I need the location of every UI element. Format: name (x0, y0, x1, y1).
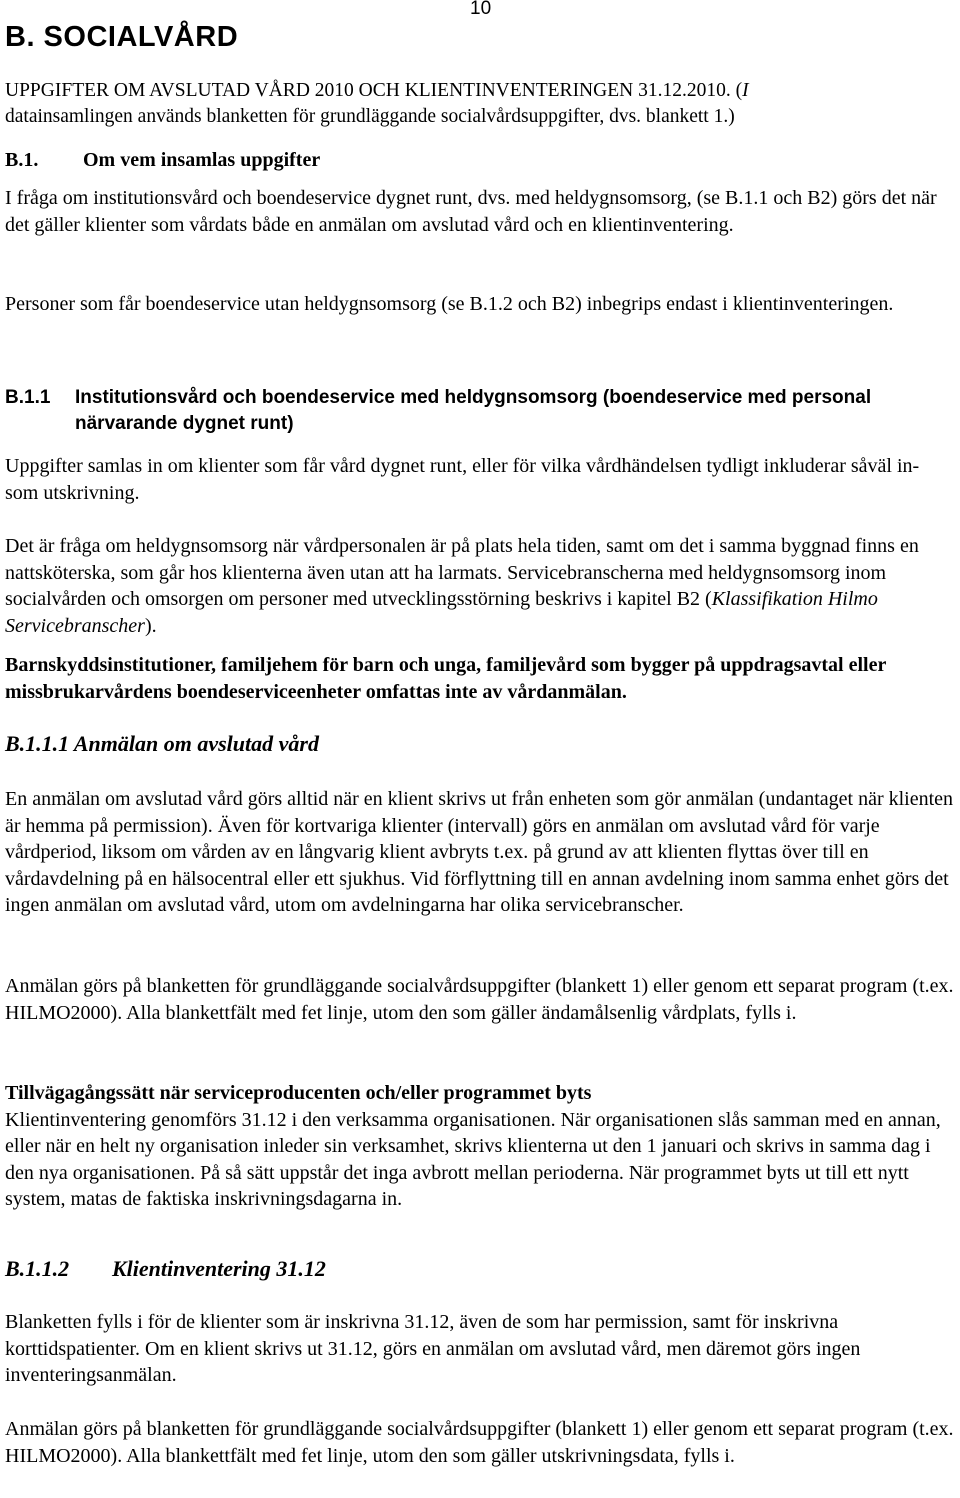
paragraph-8-text: Klientinventering genomförs 31.12 i den verksamma organisationen. När organisationen slås samman med en annan, eller när en helt ny organisation inleder sin verksamhet, skrivs klienterna ut den 1 januari och skrivs in samma dag i den nya organisationen. På så sätt uppstår det inga avbrott mellan perioderna. När programmet byts ut till ett nytt system, matas de faktiska inskrivningsdagarna in. (5, 1108, 941, 1210)
paragraph-4-end: ). (144, 614, 157, 637)
paragraph-5-bold: Barnskyddsinstitutioner, familjehem för barn och unga, familjevård som bygger på uppdragsavtal eller missbrukarvårdens boendeserviceenheter omfattas inte av vårdanmälan. (5, 654, 886, 703)
paragraph-9: Blanketten fylls i för de klienter som är inskrivna 31.12, även de som har permission, samt för inskrivna korttidspatienter. Om en klient skrivs ut 31.12, görs en anmälan om avslutad vård, men däremot görs ingen inventeringsanmälan. (5, 1311, 861, 1386)
section-b111-heading: B.1.1.1 Anmälan om avslutad vård (5, 731, 319, 756)
paragraph-6: En anmälan om avslutad vård görs alltid när en klient skrivs ut från enheten som gör anmälan (undantaget när klienten är hemma på permission). Även för kortvariga klienter (intervall) görs en anmälan om avslutad vård för varje vårdperiod, liksom om vården av en långvarig klient avbryts t.ex. på grund av att klienten flyttas över till en vårdavdelning på en hälsocentral eller ett sjukhus. Vid förflyttning till en annan avdelning inom samma enhet görs det ingen anmälan om avslutad vård, utom om avdelningarna har olika servicebranscher. (5, 788, 954, 916)
intro-main: UPPGIFTER OM AVSLUTAD VÅRD 2010 OCH KLIENTINVENTERINGEN 31.12.2010. ( (5, 80, 743, 101)
paragraph-10: Anmälan görs på blanketten för grundläggande socialvårdsuppgifter (blankett 1) eller genom ett separat program (t.ex. HILMO2000). Alla blankettfält med fet linje, utom den som gäller utskrivningsdata, fylls i. (5, 1418, 954, 1467)
intro-line2: datainsamlingen används blanketten för grundläggande socialvårdsuppgifter, dvs. blankett 1.) (5, 106, 735, 127)
section-b11-title: Institutionsvård och boendeservice med heldygnsomsorg (boendeservice med personal närvarande dygnet runt) (75, 387, 872, 434)
paragraph-8 (5, 1080, 957, 1213)
paragraph-8-heading: Tillvägagångssätt när serviceproducenten och/eller programmet byts (5, 1082, 592, 1104)
paragraph-4 (5, 533, 957, 639)
paragraph-4-italic: Klassifikation Hilmo Servicebranscher (5, 588, 878, 637)
section-b1-heading (5, 147, 957, 173)
section-b1-title: Om vem insamlas uppgifter (83, 149, 321, 171)
paragraph-1: I fråga om institutionsvård och boendeservice dygnet runt, dvs. med heldygnsomsorg, (se B.1.1 och B2) görs det när det gäller klienter som vårdats både en anmälan om avslutad vård och en klientinventering. (5, 187, 937, 236)
intro-paragraph (5, 78, 957, 130)
paragraph-4-main: Det är fråga om heldygnsomsorg när vårdpersonalen är på plats hela tiden, samt om det i samma byggnad finns en nattsköterska, som går hos klienterna även utan att ha larmats. Servicebranscherna med heldygnsomsorg inom socialvården och omsorgen om personer med utvecklingsstörning beskrivs i kapitel B2 ( (5, 535, 919, 610)
section-b11-heading (5, 385, 957, 439)
section-b112-heading (5, 1255, 957, 1283)
paragraph-3: Uppgifter samlas in om klienter som får vård dygnet runt, eller för vilka vårdhändelsen tydligt inkluderar såväl in- som utskrivning. (5, 455, 920, 504)
paragraph-2: Personer som får boendeservice utan heldygnsomsorg (se B.1.2 och B2) inbegrips endast i klientinventeringen. (5, 293, 894, 315)
paragraph-7: Anmälan görs på blanketten för grundläggande socialvårdsuppgifter (blankett 1) eller genom ett separat program (t.ex. HILMO2000). Alla blankettfält med fet linje, utom den som gäller ändamålsenlig vårdplats, fylls i. (5, 975, 954, 1024)
section-b11-number: B.1.1 (5, 387, 51, 408)
intro-italic: I (742, 80, 749, 101)
page-number: 10 (470, 0, 492, 19)
section-b112-number: B.1.1.2 (5, 1256, 70, 1281)
chapter-title: B. SOCIALVÅRD (5, 21, 239, 53)
section-b112-title: Klientinventering 31.12 (112, 1256, 326, 1281)
section-b1-number: B.1. (5, 149, 39, 171)
